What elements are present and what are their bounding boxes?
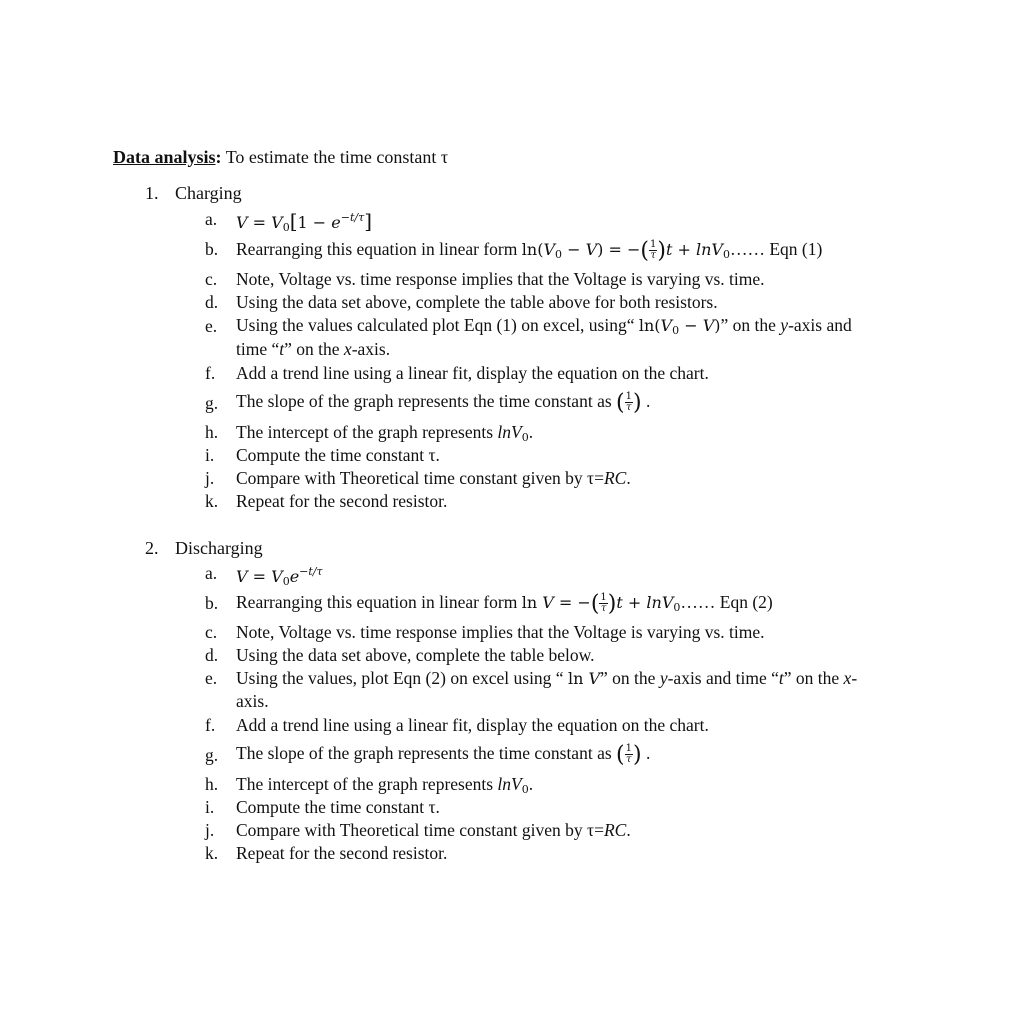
list-item: Repeat for the second resistor.	[236, 843, 448, 863]
discharging-linear-form: Rearranging this equation in linear form ln V = −( $\frac{1}{\tau}$ )t + lnV$_0$…… Eqn (2)	[236, 591, 773, 617]
discharging-equation: $V = V_0e^{-t/\tau}$	[236, 565, 323, 588]
item-letter: j.	[205, 820, 215, 840]
list-item: The slope of the graph represents the time constant as ( $\frac{1}{\tau}$ ) .	[236, 390, 651, 416]
item-letter: k.	[205, 491, 219, 511]
list-item: The intercept of the graph represents lnV$_0$.	[236, 422, 534, 444]
list-item: Compute the time constant τ.	[236, 445, 440, 465]
heading-colon: :	[215, 147, 222, 167]
item-letter: a.	[205, 563, 218, 583]
heading-text: To estimate the time constant τ	[221, 147, 449, 167]
item-letter: g.	[205, 745, 219, 765]
list-item: Using the data set above, complete the table below.	[236, 645, 595, 665]
section-number: 1.	[145, 183, 159, 203]
list-item: Compare with Theoretical time constant given by τ=RC.	[236, 468, 631, 488]
item-letter: b.	[205, 593, 219, 613]
item-letter: a.	[205, 209, 218, 229]
item-letter: d.	[205, 292, 219, 312]
item-letter: j.	[205, 468, 215, 488]
item-letter: i.	[205, 445, 215, 465]
item-letter: k.	[205, 843, 219, 863]
list-item: The intercept of the graph represents lnV$_0$.	[236, 774, 534, 796]
list-item: Using the values calculated plot Eqn (1) on excel, using“ $\ln(V_0 - V)$” on the y-axis and	[236, 315, 852, 337]
list-item: Add a trend line using a linear fit, display the equation on the chart.	[236, 363, 709, 383]
list-item: Compute the time constant τ.	[236, 797, 440, 817]
item-letter: h.	[205, 422, 219, 442]
charging-linear-form: Rearranging this equation in linear form $\ln(V_0 - V)$ = −( $\frac{1}{\tau}$ )t + lnV$_0$…… Eqn (1)	[236, 238, 823, 264]
list-item: Repeat for the second resistor.	[236, 491, 448, 511]
page-heading	[113, 145, 448, 169]
section-title-discharging: Discharging	[175, 538, 263, 558]
list-item: Compare with Theoretical time constant given by τ=RC.	[236, 820, 631, 840]
item-letter: h.	[205, 774, 219, 794]
list-item-continuation: time “t” on the x-axis.	[236, 339, 391, 359]
item-letter: e.	[205, 316, 218, 336]
list-item: Using the data set above, complete the table above for both resistors.	[236, 292, 718, 312]
item-letter: c.	[205, 622, 218, 642]
item-letter: f.	[205, 363, 216, 383]
list-item: Using the values, plot Eqn (2) on excel using “ ln V” on the y-axis and time “t” on the x-	[236, 668, 858, 688]
list-item: Add a trend line using a linear fit, display the equation on the chart.	[236, 715, 709, 735]
list-item-continuation: axis.	[236, 691, 269, 711]
item-letter: d.	[205, 645, 219, 665]
item-letter: b.	[205, 239, 219, 259]
item-letter: f.	[205, 715, 216, 735]
item-letter: e.	[205, 668, 218, 688]
item-letter: c.	[205, 269, 218, 289]
section-title-charging: Charging	[175, 183, 242, 203]
list-item: Note, Voltage vs. time response implies that the Voltage is varying vs. time.	[236, 269, 765, 289]
list-item: Note, Voltage vs. time response implies that the Voltage is varying vs. time.	[236, 622, 765, 642]
item-letter: i.	[205, 797, 215, 817]
item-letter: g.	[205, 393, 219, 413]
section-number: 2.	[145, 538, 159, 558]
heading-label: Data analysis	[113, 147, 216, 167]
charging-equation: $V = V_0[1 - e^{-t/\tau}]$	[236, 209, 372, 234]
list-item: The slope of the graph represents the time constant as ( $\frac{1}{\tau}$ ) .	[236, 742, 651, 768]
